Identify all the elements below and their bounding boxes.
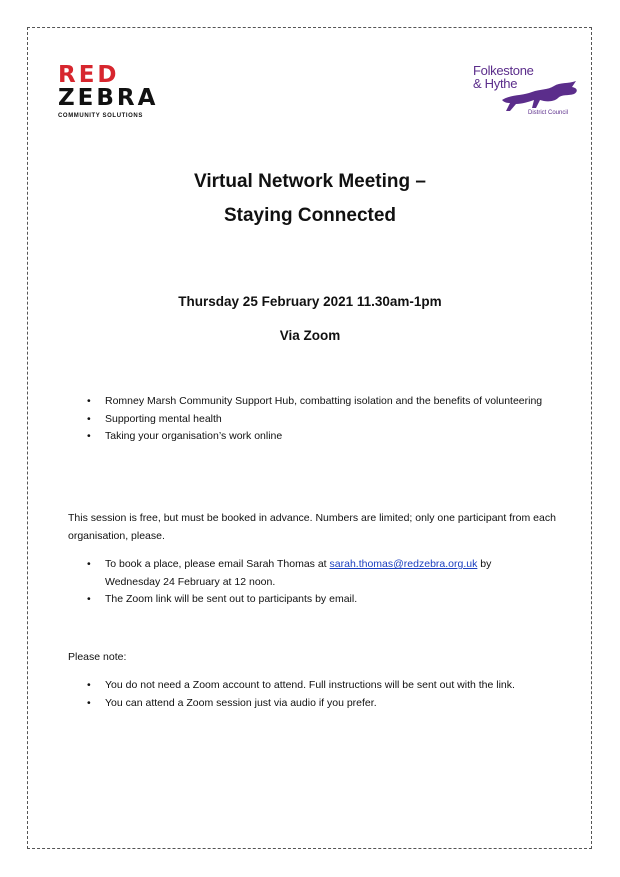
logo-district-council: District Council [528,110,569,116]
page-title-line2: Staying Connected [223,205,397,226]
meeting-date: Thursday 25 February 2021 11.30am-1pm [178,294,442,309]
booking-item [87,591,547,609]
bullet-icon: • [87,430,91,442]
bullet-icon: • [87,395,91,407]
logo-folkestone-line1: Folkestone [473,63,534,78]
notes-label: Please note: [68,651,127,663]
folkestone-hythe-logo [470,64,582,122]
booking-text-after: by Wednesday 24 February at 12 noon. [105,558,492,588]
booking-intro: This session is free, but must be booked in advance. Numbers are limited; only one participant from each organisation, please. [68,512,556,542]
email-link[interactable]: sarah.thomas@redzebra.org.uk [329,558,478,570]
agenda-item [87,393,547,411]
bullet-icon: • [87,558,91,570]
agenda-item-text: Supporting mental health [105,412,222,425]
note-item-text: You can attend a Zoom session just via audio if you prefer. [105,696,377,709]
booking-text-before: To book a place, please email Sarah Thomas at [105,558,330,570]
agenda-item-text: Taking your organisation’s work online [105,430,283,442]
agenda-item [87,411,547,429]
horse-icon [498,78,580,114]
bullet-icon: • [87,679,91,691]
logo-red-text: RED [58,62,120,88]
bullet-icon: • [87,696,91,709]
agenda-list [87,393,547,446]
agenda-item-text: Romney Marsh Community Support Hub, combatting isolation and the benefits of volunteering [105,395,543,407]
zoom-link-note: The Zoom link will be sent out to participants by email. [105,593,358,605]
logo-folkestone-line2: & Hythe [473,76,518,91]
red-zebra-logo [58,64,168,120]
note-item-text: You do not need a Zoom account to attend. Full instructions will be sent out with the link. [105,679,515,691]
page-title-line1: Virtual Network Meeting – [194,171,426,192]
logo-tagline: COMMUNITY SOLUTIONS [58,113,143,119]
bullet-icon: • [87,593,91,605]
agenda-item [87,428,547,446]
note-item [87,677,547,695]
note-item [87,695,547,713]
notes-list [87,677,547,712]
logo-zebra-text: ZEBRA [58,85,159,111]
booking-item [87,556,547,591]
booking-list [87,556,547,609]
bullet-icon: • [87,412,91,425]
meeting-venue: Via Zoom [279,328,341,343]
